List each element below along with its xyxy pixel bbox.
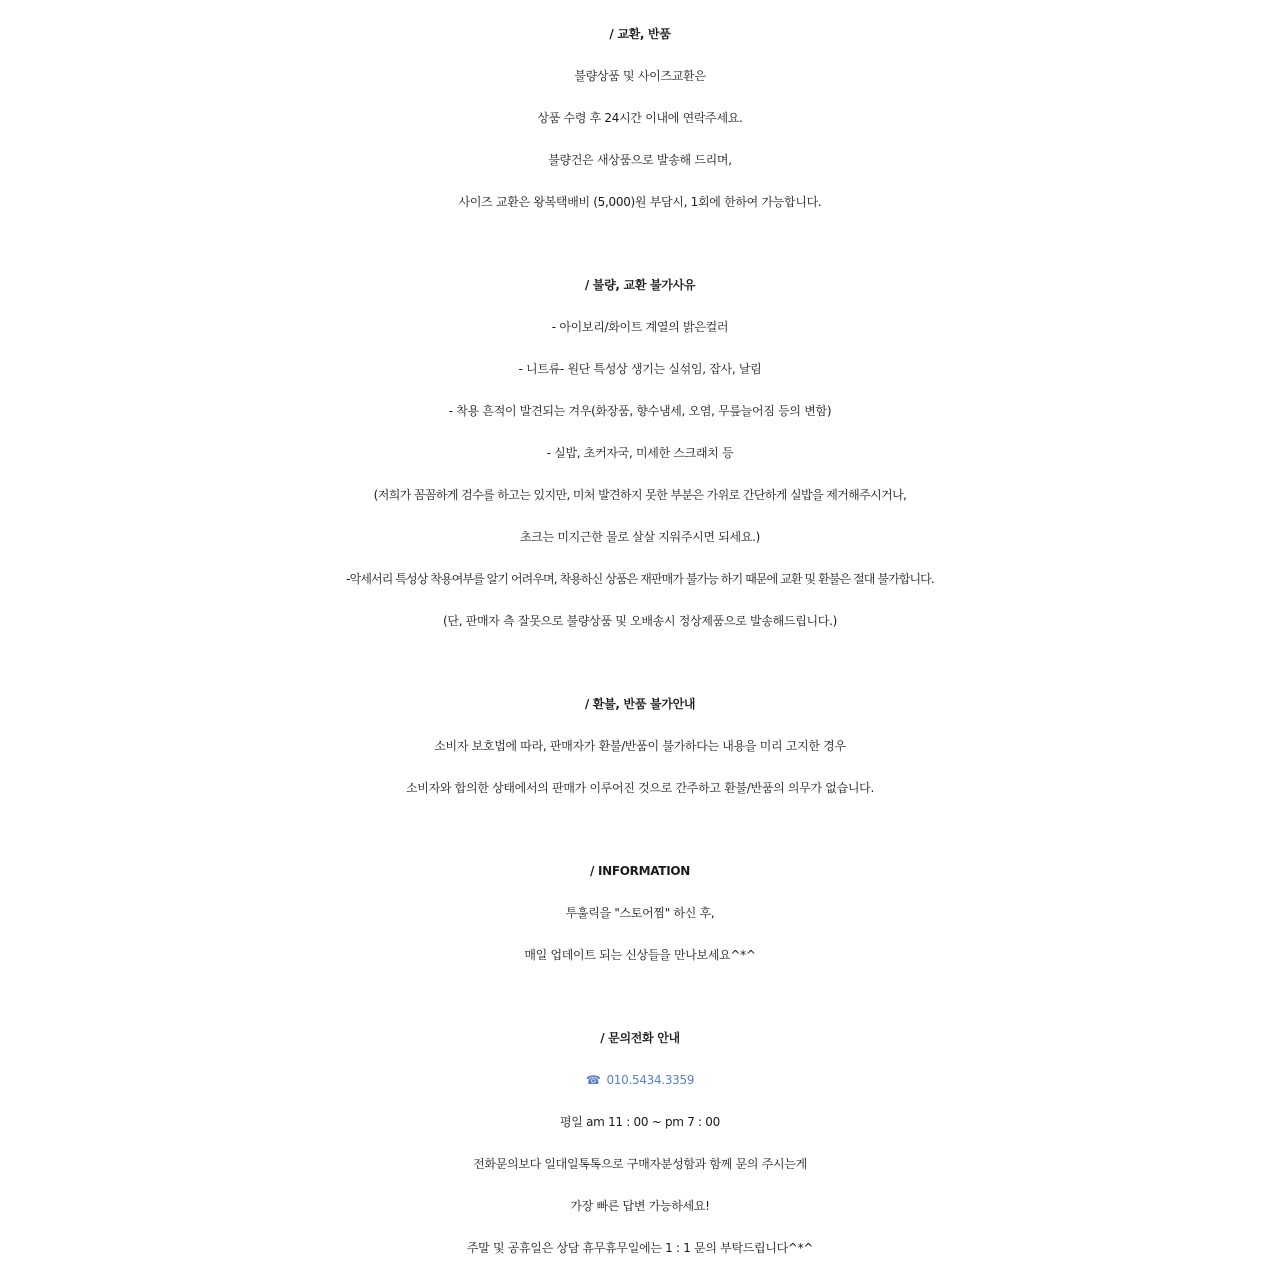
phone-number-line bbox=[0, 1059, 1280, 1101]
exchange-line: 불량상품 및 사이즈교환은 bbox=[574, 69, 706, 83]
telephone-icon: ☎ bbox=[585, 1073, 601, 1087]
exchange-line: 사이즈 교환은 왕복택배비 (5,000)원 부담시, 1회에 한하여 가능합니다. bbox=[458, 195, 822, 209]
refund-heading: / 환불, 반품 불가안내 bbox=[584, 697, 696, 711]
exchange-section bbox=[0, 13, 1280, 223]
refund-line: 소비자 보호법에 따라, 판매자가 환불/반품이 불가하다는 내용을 미리 고지한 경우 bbox=[434, 739, 846, 753]
contact-heading: / 문의전화 안내 bbox=[600, 1031, 680, 1045]
defect-line: - 착용 흔적이 발견되는 겨우(화장품, 향수냄세, 오염, 무릎늘어짐 등의 변함) bbox=[448, 404, 832, 418]
defect-heading: / 불량, 교환 불가사유 bbox=[584, 278, 696, 292]
refund-section bbox=[0, 683, 1280, 809]
exchange-line: 상품 수령 후 24시간 이내에 연락주세요. bbox=[537, 111, 743, 125]
defect-line: -악세서리 특성상 착용여부를 알기 어려우며, 착용하신 상품은 재판매가 불가능 하기 때문에 교환 및 환불은 절대 불가합니다. bbox=[346, 572, 934, 586]
contact-line: 평일 am 11 : 00 ~ pm 7 : 00 bbox=[560, 1115, 720, 1129]
contact-line: 주말 및 공휴일은 상담 휴무휴무일에는 1 : 1 문의 부탁드립니다^*^ bbox=[466, 1241, 814, 1255]
refund-line: 소비자와 합의한 상태에서의 판매가 이루어진 것으로 간주하고 환불/반품의 의무가 없습니다. bbox=[406, 781, 874, 795]
contact-line: 가장 빠른 답변 가능하세요! bbox=[570, 1199, 710, 1213]
contact-section bbox=[0, 1017, 1280, 1269]
defect-line: - 실밥, 초커자국, 미세한 스크래치 등 bbox=[546, 446, 734, 460]
defect-section bbox=[0, 264, 1280, 642]
exchange-heading: / 교환, 반품 bbox=[609, 27, 671, 41]
defect-line: - 니트류- 원단 특성상 생기는 실섞임, 잡사, 날림 bbox=[518, 362, 762, 376]
defect-line: (저희가 꼼꼼하게 검수를 하고는 있지만, 미처 발견하지 못한 부분은 가위로 간단하게 실밥을 제거해주시거나, bbox=[373, 488, 907, 502]
information-section bbox=[0, 850, 1280, 976]
defect-line: (단, 판매자 측 잘못으로 불량상품 및 오배송시 정상제품으로 발송해드립니다.) bbox=[443, 614, 837, 628]
information-line: 투훌릭을 "스토어찜" 하신 후, bbox=[565, 906, 715, 920]
information-line: 매일 업데이트 되는 신상들을 만나보세요^*^ bbox=[524, 948, 756, 962]
defect-line: - 아이보리/화이트 계열의 밝은컬러 bbox=[551, 320, 729, 334]
phone-number[interactable]: 010.5434.3359 bbox=[606, 1073, 695, 1087]
exchange-line: 불량건은 새상품으로 발송해 드리며, bbox=[548, 153, 732, 167]
contact-line: 전화문의보다 일대일톡톡으로 구매자분성함과 함께 문의 주시는게 bbox=[473, 1157, 807, 1171]
defect-line: 초크는 미지근한 물로 살살 지워주시면 되세요.) bbox=[519, 530, 761, 544]
information-heading: / INFORMATION bbox=[590, 864, 690, 878]
